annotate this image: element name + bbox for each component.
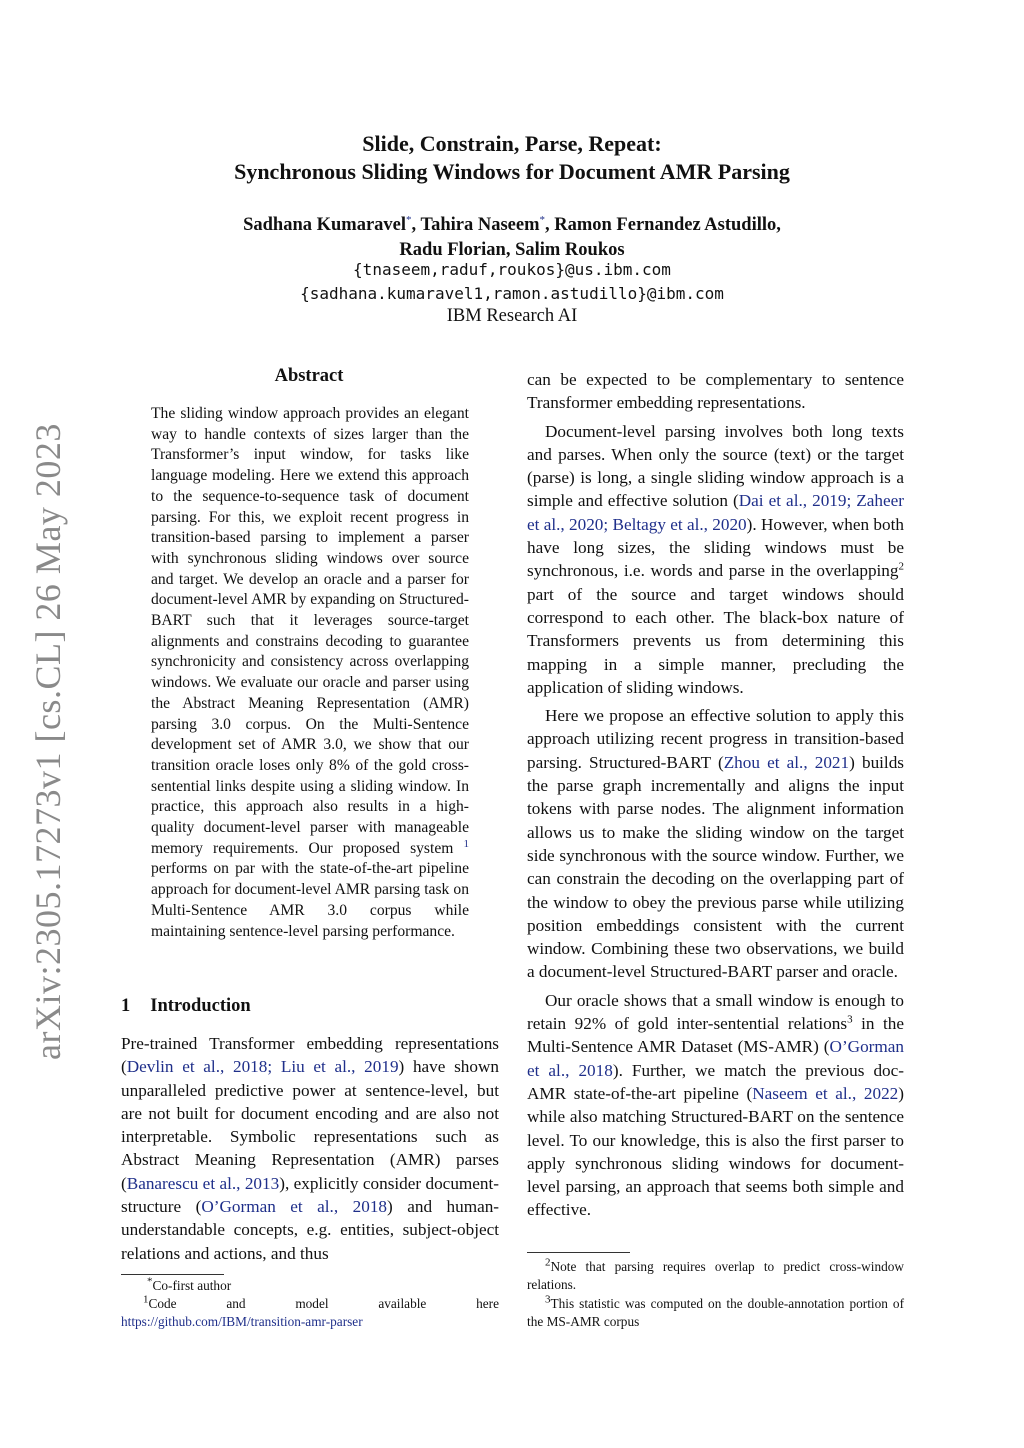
intro-paragraph-4 — [527, 989, 904, 1222]
footnote-ref-1[interactable]: 1 — [463, 837, 469, 850]
footnote-3-text — [527, 1295, 904, 1330]
section-number: 1 — [121, 996, 131, 1016]
footnote-1-word — [143, 1295, 177, 1313]
footnote-text: and — [226, 1296, 246, 1311]
footnote-1-line — [121, 1295, 499, 1313]
title-line-2: Synchronous Sliding Windows for Document AMR Parsing — [234, 159, 790, 184]
title-line-1: Slide, Constrain, Parse, Repeat: — [362, 131, 662, 156]
footnote-mark-star: * — [147, 1275, 153, 1288]
email-line-1: {tnaseem,raduf,roukos}@us.ibm.com — [353, 260, 671, 279]
footnote-1 — [121, 1295, 499, 1330]
intro-text: Pre-trained Transformer embedding representations ( — [121, 1034, 499, 1077]
author-mark: * — [406, 214, 412, 226]
citation-naseem[interactable]: Naseem et al., 2022 — [752, 1083, 899, 1103]
intro-text: Document-level parsing involves both long texts and parses. When only the source (text) or the target (parse) is long, a single sliding window approach is a simple and effective solution ( — [527, 421, 904, 511]
citation-zhou[interactable]: Zhou et al., 2021 — [723, 752, 850, 772]
author-astudillo: , Ramon Fernandez Astudillo, — [545, 215, 781, 236]
intro-text: Here we propose an effective solution to apply this approach utilizing recent progress in transition-based parsing. Structured-BART ( — [527, 706, 904, 772]
intro-text: in the Multi-Sentence AMR Dataset (MS-AMR) ( — [527, 1014, 904, 1057]
footnote-mark-1: 1 — [143, 1293, 149, 1306]
section-title: Introduction — [150, 996, 251, 1016]
footnote-rule-right — [527, 1252, 630, 1253]
author-mark: * — [539, 214, 545, 226]
intro-text: ). However, when both have long sizes, the sliding windows must be synchronous, i.e. words and parse in the overlapping — [527, 514, 904, 581]
footnote-mark-3: 3 — [545, 1293, 551, 1306]
abstract-body — [151, 404, 469, 942]
author-emails — [120, 258, 904, 306]
intro-paragraph-3 — [527, 704, 904, 984]
intro-text: ) and human-understandable concepts, e.g. entities, subject-object relations and actions, and thus — [121, 1197, 500, 1263]
footnote-2 — [527, 1258, 904, 1293]
section-heading-introduction — [121, 996, 251, 1017]
abstract-heading: Abstract — [274, 366, 344, 386]
citation-devlin-liu[interactable]: Devlin et al., 2018; Liu et al., 2019 — [126, 1057, 399, 1077]
citation-banarescu[interactable]: Banarescu et al., 2013 — [126, 1173, 280, 1193]
intro-text: ) while also matching Structured-BART on the sentence level. To our knowledge, this is also the first parser to apply synchronous sliding windows for document-level parsing, an approach that seems both simple and effective. — [527, 1083, 904, 1220]
footnote-mark-2: 2 — [545, 1256, 551, 1269]
abstract-text: The sliding window approach provides an elegant way to handle contexts of sizes larger than the Transformer’s input window, for tasks like language modeling. Here we extend this approach to the sequence-to-sequence task of document parsing. For this, we exploit recent progress in transition-based parsing to implement a parser with synchronous sliding windows over source and target. We develop an oracle and a parser for document-level AMR by expanding on Structured-BART such that it leverages source-target alignments and constrains decoding to guarantee synchronicity and consistency across overlapping windows. We evaluate our oracle and parser using the Abstract Meaning Representation (AMR) parsing 3.0 corpus. On the Multi-Sentence development set of AMR 3.0, we show that our transition oracle loses only 8% of the gold cross-sentential links despite using a sliding window. In practice, this approach also results in a high-quality document-level parser with manageable memory requirements. Our proposed system — [151, 405, 469, 857]
citation-ogorman-2[interactable]: O’Gorman et al., 2018 — [527, 1037, 904, 1080]
footnote-text: model — [295, 1296, 329, 1311]
authors-line-1 — [120, 208, 904, 238]
author-list — [120, 208, 904, 263]
footnote-cofirst — [121, 1277, 499, 1295]
citation-dai-zaheer-beltagy[interactable]: Dai et al., 2019; Zaheer et al., 2020; Beltagy et al., 2020 — [527, 491, 904, 534]
author-naseem: , Tahira Naseem — [411, 215, 540, 236]
intro-text: ) builds the parse graph incrementally and aligns the input tokens with parse nodes. The alignment information allows us to make the sliding window on the target side synchronous with the source window. Further, we can constrain the decoding on the overlapping part of the window to obey the previous parse while utilizing position embeddings consistent with the current window. Combining these two observations, we build a document-level Structured-BART parser and oracle. — [527, 752, 904, 982]
right-column — [527, 368, 904, 1222]
intro-text: Our oracle shows that a small window is enough to retain 92% of gold inter-sentential relations — [527, 990, 904, 1034]
code-repo-link[interactable]: https://github.com/IBM/transition-amr-parser — [121, 1313, 363, 1329]
footnote-text: This statistic was computed on the double-annotation portion of the MS-AMR corpus — [527, 1296, 904, 1329]
intro-paragraph-1-continued: can be expected to be complementary to sentence Transformer embedding representations. — [527, 370, 904, 413]
abstract-text-cont: performs on par with the state-of-the-art pipeline approach for document-level AMR parsing task on Multi-Sentence AMR 3.0 corpus while maintaining sentence-level parsing performance. — [151, 860, 469, 940]
footnote-text: available — [378, 1296, 427, 1311]
footnote-text: here — [476, 1296, 499, 1311]
intro-text: ). Further, we match the previous doc-AMR state-of-the-art pipeline ( — [527, 1060, 904, 1103]
paper-title — [120, 130, 904, 186]
footnote-3 — [527, 1295, 904, 1330]
footnote-rule-left — [121, 1274, 224, 1275]
footnote-text: Note that parsing requires overlap to predict cross-window relations. — [527, 1259, 904, 1292]
intro-text: part of the source and target windows should correspond to each other. The black-box nature of Transformers prevents us from determining this mapping in a simple manner, precluding the application of sliding windows. — [527, 584, 904, 697]
email-line-2: {sadhana.kumaravel1,ramon.astudillo}@ibm.com — [300, 284, 724, 303]
intro-text: ), explicitly consider document-structure ( — [121, 1173, 499, 1217]
footnote-ref-3[interactable]: 3 — [847, 1013, 853, 1026]
footnote-ref-2[interactable]: 2 — [898, 560, 904, 573]
intro-text: ) have shown unparalleled predictive power at sentence-level, but are not built for document encoding and are also not interpretable. Symbolic representations such as Abstract Meaning Representation (AMR) parses ( — [121, 1057, 499, 1193]
footnote-2-text — [527, 1258, 904, 1293]
arxiv-stamp: arXiv:2305.17273v1 [cs.CL] 26 May 2023 — [28, 423, 68, 1060]
intro-paragraph-2 — [527, 420, 904, 700]
authors-line-2: Radu Florian, Salim Roukos — [399, 240, 625, 261]
author-kumaravel: Sadhana Kumaravel — [243, 215, 407, 236]
footnote-text: Code — [148, 1296, 177, 1311]
footnote-text: Co-first author — [152, 1278, 232, 1293]
intro-paragraph-1 — [121, 1032, 499, 1265]
affiliation: IBM Research AI — [446, 306, 578, 326]
citation-ogorman[interactable]: O’Gorman et al., 2018 — [201, 1197, 388, 1217]
